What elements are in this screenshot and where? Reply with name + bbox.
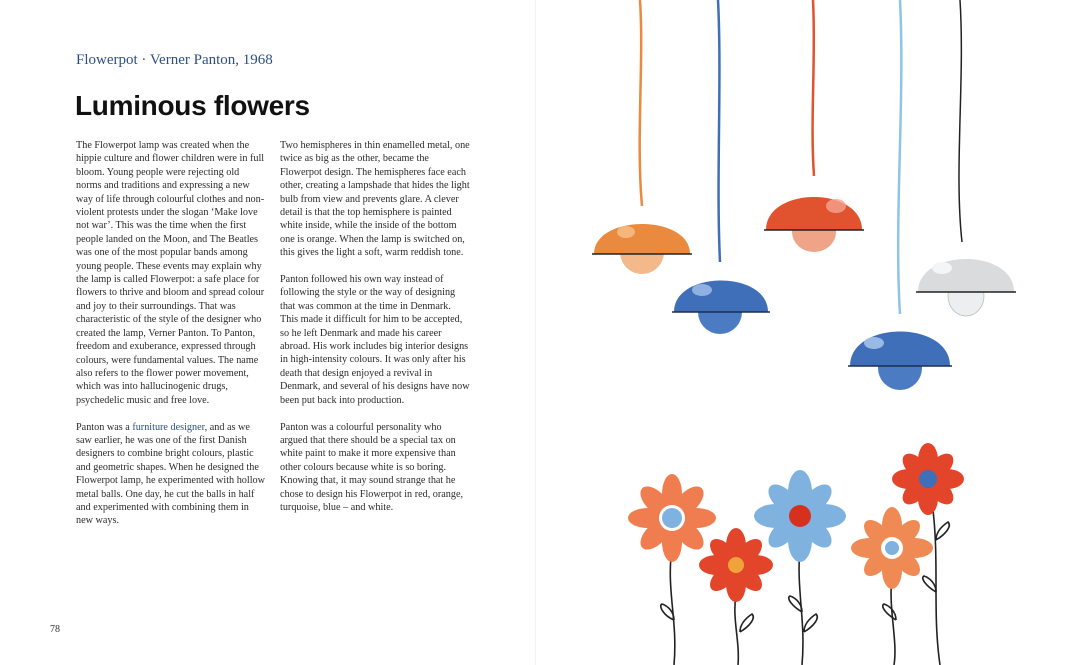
right-page — [536, 0, 1072, 665]
red-flower-small — [699, 528, 773, 602]
blue-lamp-right — [848, 332, 952, 391]
paragraph: Two hemispheres in thin enamelled metal, one twice as big as the other, became the Flowerpot design. The hemispheres face each other, creating a lampshade that hides the light bulb from view and prevents glare. A clever detail is that the top hemisphere is painted white inside, while the inside of the bottom one is orange. When the lamp is switched on, this gives the light a soft, warm reddish tone. — [280, 140, 470, 259]
lamp-top — [850, 332, 950, 367]
stem — [670, 548, 675, 665]
lamp-top — [674, 281, 768, 313]
orange-lamp-cord — [640, 0, 642, 206]
paragraph-text: , and as we saw earlier, he was one of the first Danish designers to combine bright colours, plastic and geometric shapes. When he designed the Flowerpot lamp, he experimented with hollow metal balls. One day, he cut the balls in half and experimented with combining them in new ways. — [76, 421, 265, 527]
red-flower-top-right — [892, 443, 964, 515]
orange-flower-right — [851, 507, 933, 589]
furniture-designer-link[interactable]: furniture designer — [132, 421, 205, 433]
turquoise-lamp-cord — [898, 0, 901, 314]
blue-lamp-cord — [718, 0, 720, 262]
red-lamp-cord — [813, 0, 814, 176]
text-column-1 — [76, 139, 266, 541]
text-column-2 — [280, 139, 470, 528]
paragraph — [76, 421, 266, 528]
lamp-top — [918, 259, 1014, 292]
paragraph: Panton was a colourful personality who argued that there should be a special tax on white paint to make it more expensive than other colours because white is so boring. Knowing that, it may sound strange that he chose to design his Flowerpot in red, orange, turquoise, blue – and white. — [280, 421, 464, 513]
white-lamp-cord — [959, 0, 962, 242]
paragraph-text: Panton was a — [76, 421, 133, 433]
light-blue-flower — [754, 470, 846, 562]
orange-lamp — [592, 224, 692, 274]
blue-lamp-left — [672, 281, 770, 335]
lamp-top — [594, 224, 690, 254]
kicker: Flowerpot · Verner Panton, 1968 — [76, 52, 273, 68]
white-lamp — [916, 259, 1016, 316]
lamps-and-flowers-illustration — [536, 0, 1072, 665]
paragraph: Panton followed his own way instead of following the style or the way of designing that was common at the time in Denmark. This made it difficult for him to be accepted, so he left Denmark and made his career abroad. His work includes big interior designs in high-intensity colours. It was only after his death that design enjoyed a revival in Denmark, and several of his designs have now been put back into production. — [280, 274, 470, 406]
red-lamp — [764, 197, 864, 252]
lamp-top — [766, 197, 862, 230]
stem — [735, 594, 738, 665]
page-number: 78 — [50, 624, 60, 635]
paragraph: The Flowerpot lamp was created when the hippie culture and flower children were in full bloom. Young people were rejecting old norms and traditions and expressing a new way of life through colourful clothes and non-violent protests under the slogan ‘Make love not war’. This was the time when the first people landed on the Moon, and The Beatles was one of the most popular bands among young people. These events may explain why the lamp is called Flowerpot: a safe place for flowers to thrive and bloom and spread colour and joy to their surroundings. That was characteristic of the style of the designer who created the lamp, Verner Panton. To Panton, freedom and exuberance, expressed through colours, were fundamental values. The name also refers to the flower power movement, which was into hallucinogenic drugs, psychedelic music and free love. — [76, 140, 265, 406]
orange-flower-left — [628, 474, 716, 562]
page-title: Luminous flowers — [75, 90, 310, 121]
lamp-cords — [640, 0, 962, 314]
